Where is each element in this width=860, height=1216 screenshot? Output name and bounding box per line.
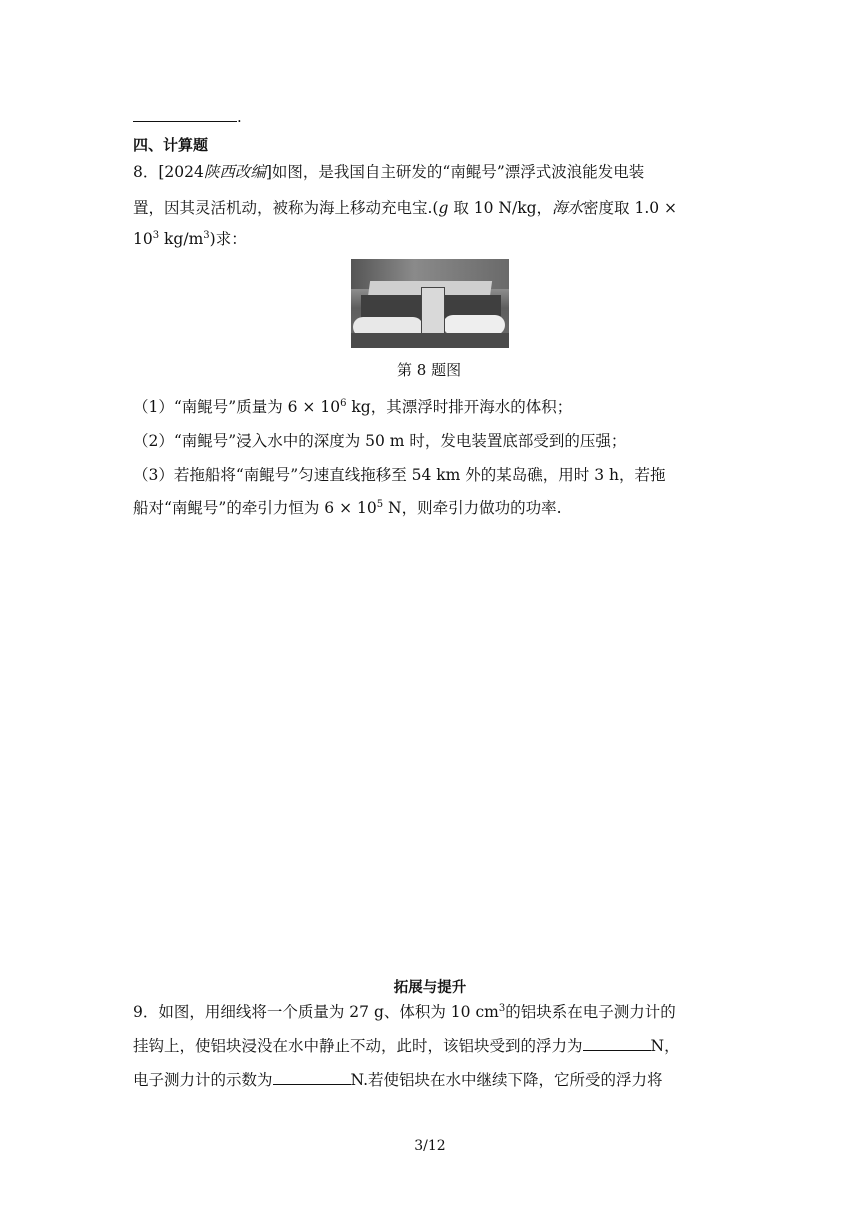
figure-caption: 第 8 题图: [397, 361, 462, 379]
exponent: 6: [340, 397, 347, 409]
answer-blank: [133, 121, 237, 122]
q8-text: ]如图，是我国自主研发的“南鲲号”漂浮式波浪能发电装: [265, 163, 645, 181]
q9-text: 的铝块系在电子测力计的: [505, 1003, 676, 1021]
q9-text: 电子测力计的示数为: [133, 1071, 273, 1089]
exponent: 5: [376, 498, 384, 510]
q8-line-2: [133, 196, 677, 218]
q9-line-2: [133, 1034, 680, 1056]
q8-line-1: [133, 160, 644, 182]
q9-text: 挂钩上，使铝块浸没在水中静止不动，此时，该铝块受到的浮力为: [133, 1037, 583, 1055]
q8-text: kg，其漂浮时排开海水的体积；: [346, 398, 573, 416]
q8-number: 8．[2024: [133, 163, 204, 181]
q8-text: 取 10 N/kg，: [448, 199, 553, 217]
answer-blank-buoyancy[interactable]: [583, 1036, 651, 1051]
q8-sub-3-line-2: [133, 496, 562, 518]
q9-text: 9．如图，用细线将一个质量为 27 g、体积为 10 cm: [133, 1003, 499, 1021]
q8-text: kg/m: [159, 230, 204, 248]
q8-text: （1）“南鲲号”质量为 6 × 10: [133, 398, 341, 416]
q8-text: 10: [133, 230, 153, 248]
q8-sub-3-line-1: （3）若拖船将“南鲲号”匀速直线拖移至 54 km 外的某岛礁，用时 3 h，若拖: [133, 466, 666, 484]
q9-line-1: [133, 1000, 676, 1022]
q8-text: 置，因其灵活机动，被称为海上移动充电宝.(: [133, 199, 439, 217]
exponent: 3: [152, 229, 160, 241]
q8-text: N，则牵引力做功的功率.: [383, 499, 562, 517]
g-symbol: g: [438, 199, 449, 217]
seawater-term: 海水: [552, 199, 584, 217]
q9-text: N.若使铝块在水中继续下降，它所受的浮力将: [350, 1071, 663, 1089]
answer-blank-reading[interactable]: [273, 1070, 351, 1085]
q8-text: 密度取 1.0 ×: [583, 199, 678, 217]
section-heading: 四、计算题: [133, 136, 209, 154]
q8-sub-1: [133, 395, 572, 417]
q8-sub-2: （2）“南鲲号”浸入水中的深度为 50 m 时，发电装置底部受到的压强；: [133, 432, 627, 450]
q8-text: 船对“南鲲号”的牵引力恒为 6 × 10: [133, 499, 377, 517]
q9-line-3: [133, 1068, 663, 1090]
q9-text: N，: [650, 1037, 680, 1055]
exponent: 3: [203, 229, 210, 241]
q8-source: 陕西改编: [203, 163, 266, 181]
exponent: 3: [498, 1002, 506, 1014]
page-number: 3/12: [414, 1138, 446, 1154]
extension-heading: 拓展与提升: [393, 980, 467, 996]
q8-text: )求：: [209, 230, 247, 248]
blank-period: .: [237, 108, 242, 126]
wave-energy-platform-photo: [351, 259, 509, 348]
q8-line-3: [133, 227, 247, 249]
